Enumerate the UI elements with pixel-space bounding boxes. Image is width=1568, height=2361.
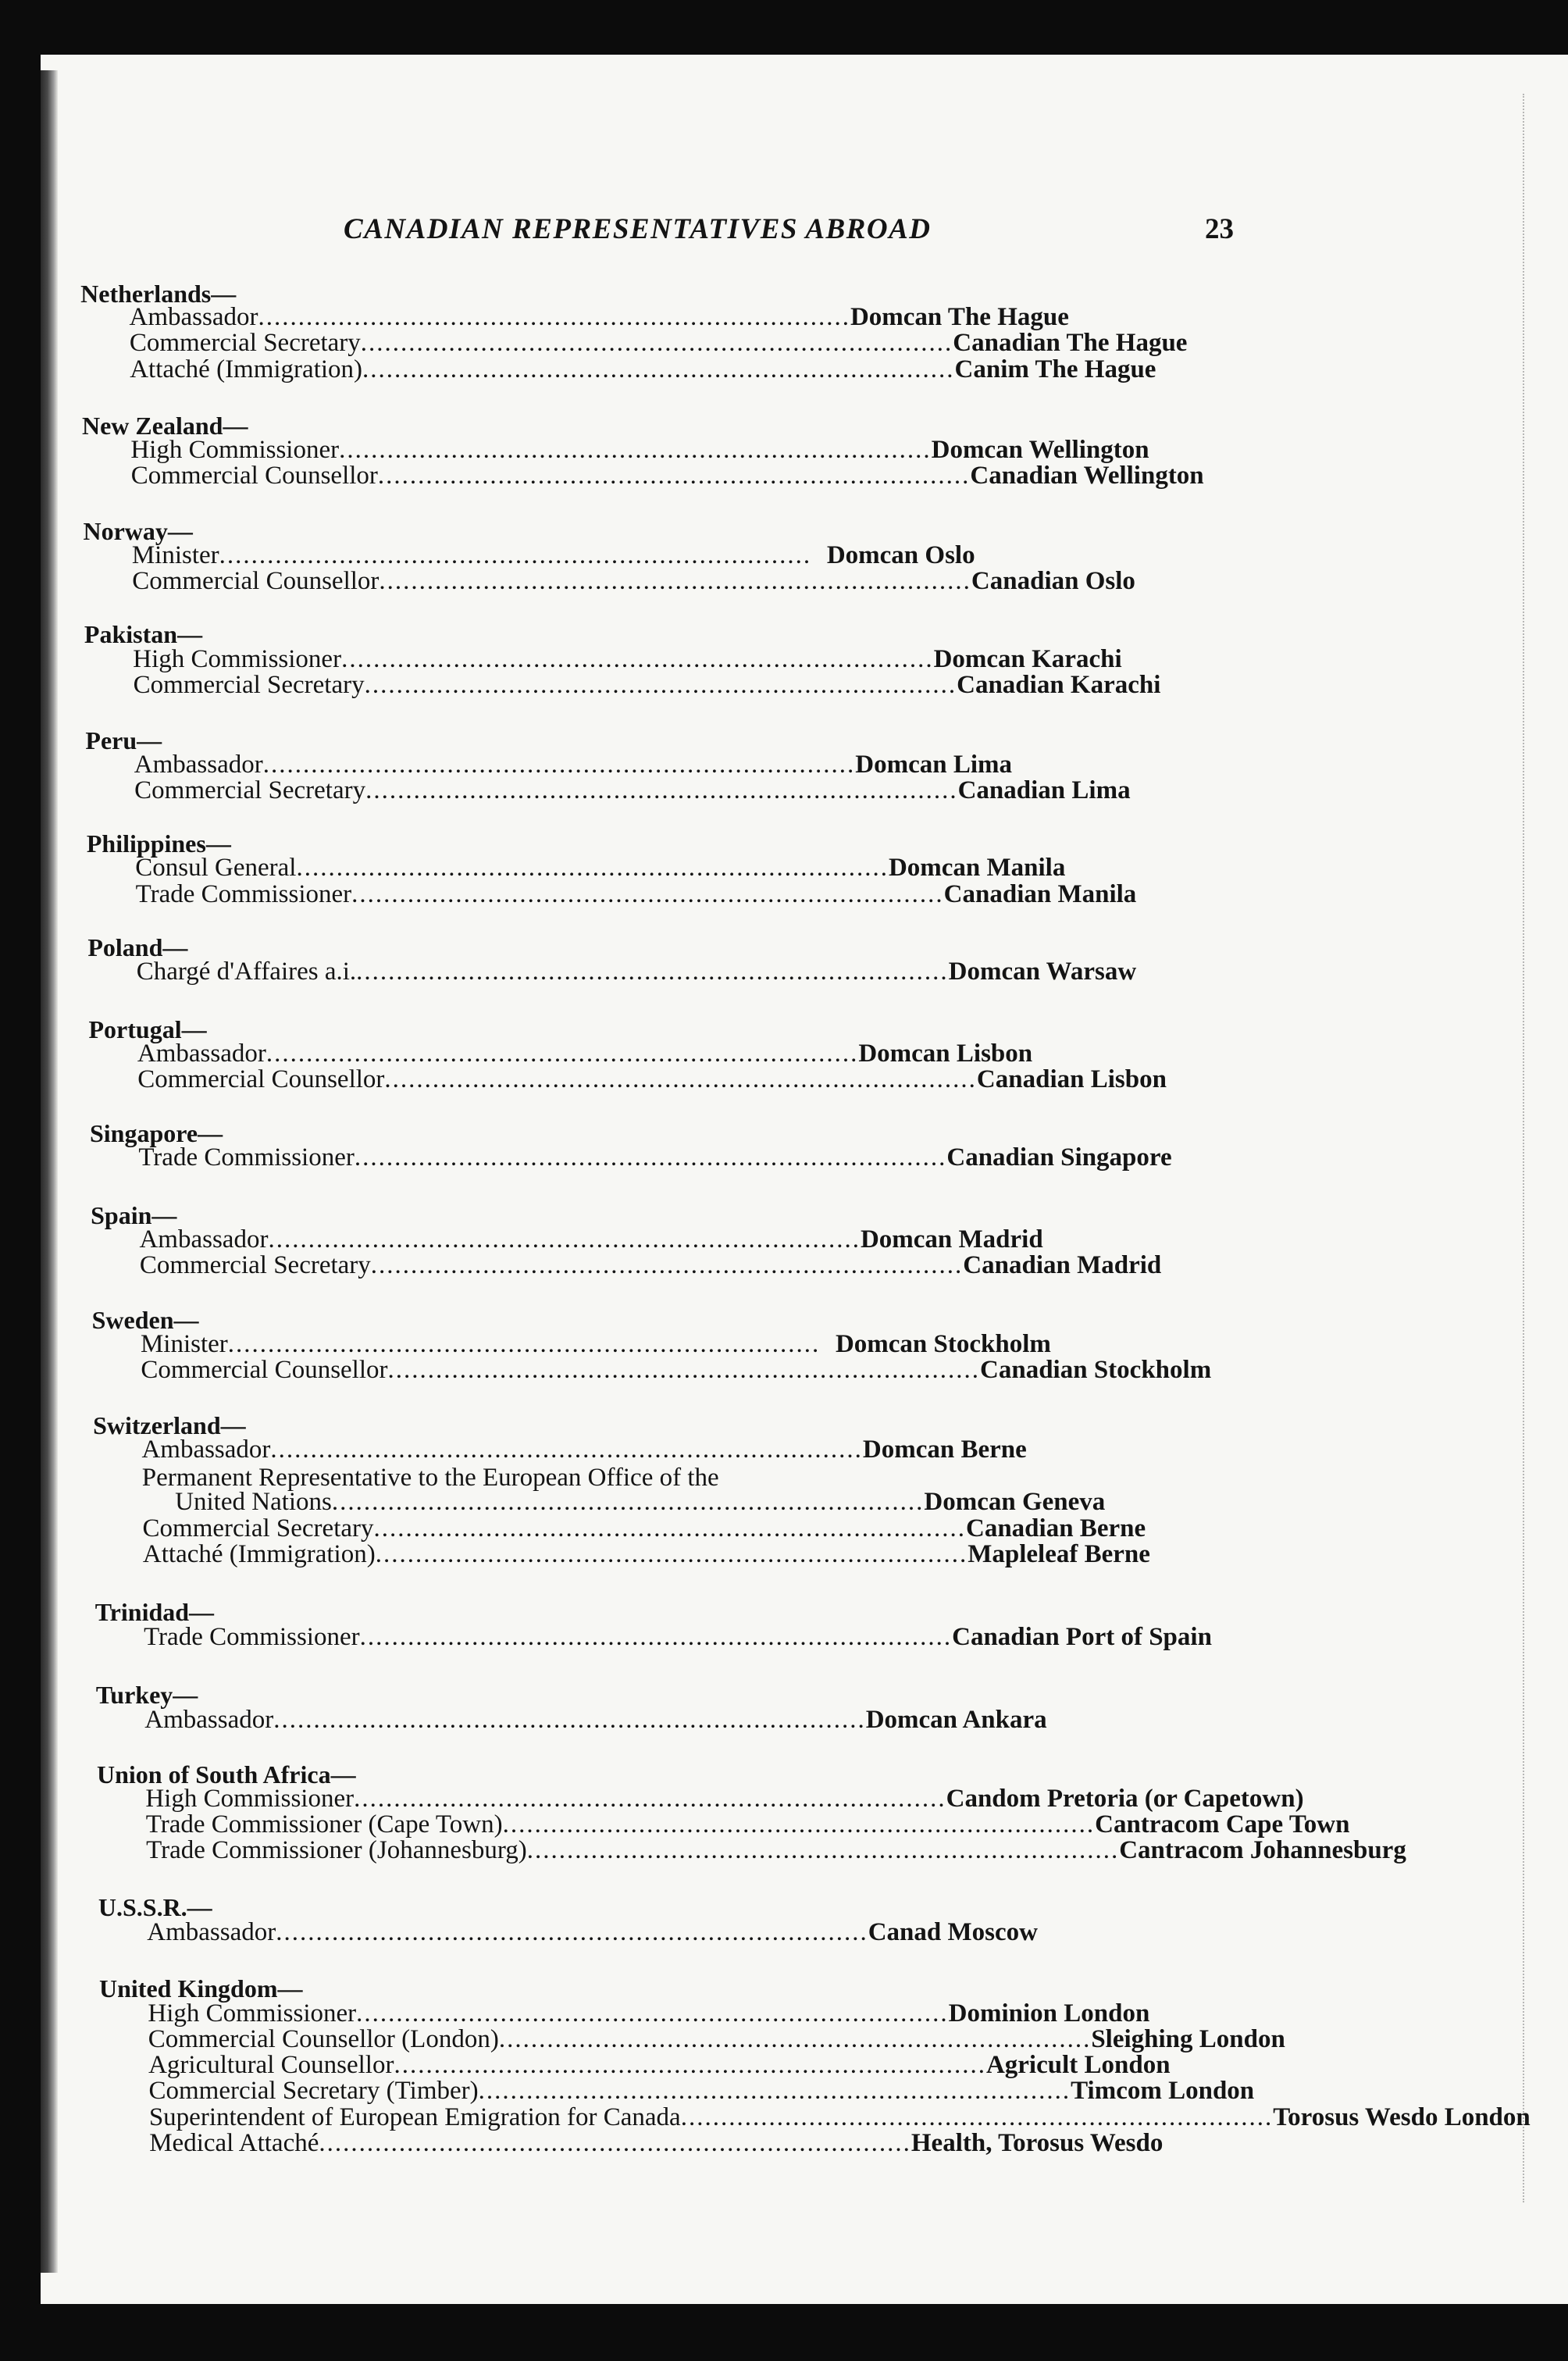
role-label: Ambassador — [139, 1225, 269, 1254]
dot-leader: .......................................................................... — [270, 1436, 863, 1464]
telegraphic-address: Canadian Wellington — [970, 462, 1204, 490]
directory-entry — [130, 330, 1262, 356]
dot-leader: .......................................................................... — [258, 303, 850, 331]
telegraphic-address: Canadian Lisbon — [976, 1065, 1167, 1093]
country-heading: Pakistan— — [84, 620, 203, 648]
country-heading: Sweden— — [91, 1306, 199, 1334]
dot-leader: .......................................................................... — [526, 1836, 1120, 1864]
directory-entry — [132, 569, 1264, 594]
dot-leader: .......................................................................... — [360, 329, 953, 357]
directory-entry — [137, 1067, 1270, 1093]
role-label: Commercial Secretary — [133, 671, 365, 699]
role-label: Commercial Counsellor (London) — [148, 2025, 499, 2053]
country-heading: Philippines— — [86, 829, 231, 858]
telegraphic-address: Canadian Stockholm — [980, 1356, 1212, 1384]
role-label: Trade Commissioner (Cape Town) — [145, 1810, 503, 1839]
telegraphic-address: Canadian Port of Spain — [952, 1623, 1212, 1651]
role-label: High Commissioner — [145, 1785, 355, 1813]
directory-entry — [129, 305, 1261, 330]
role-label: Commercial Secretary — [134, 776, 366, 804]
directory-entry — [137, 959, 1269, 985]
dot-leader: .......................................................................... — [319, 2129, 911, 2157]
dot-leader: .......................................................................... — [498, 2025, 1092, 2053]
dot-leader: .......................................................................... — [227, 1330, 821, 1358]
directory-entry — [135, 855, 1267, 881]
telegraphic-address: Mapleleaf Berne — [968, 1540, 1150, 1568]
dot-leader: .......................................................................... — [351, 880, 944, 908]
dot-leader: .......................................................................... — [394, 2051, 986, 2079]
role-label: Commercial Secretary — [142, 1514, 374, 1542]
role-label: Commercial Counsellor — [137, 1065, 385, 1093]
directory-entry — [144, 1707, 1277, 1733]
role-label: Consul General — [135, 854, 297, 882]
directory-entry — [134, 752, 1267, 778]
scanned-page — [41, 55, 1568, 2304]
directory-entry — [130, 357, 1262, 383]
directory-entry — [148, 2025, 1285, 2053]
country-heading: United Kingdom— — [99, 1974, 303, 2003]
directory-entry — [134, 672, 1266, 698]
telegraphic-address: Domcan Stockholm — [835, 1330, 1051, 1358]
telegraphic-address: Canadian Singapore — [946, 1143, 1172, 1172]
role-line: Permanent Representative to the European Office of the — [141, 1464, 719, 1492]
page-edge-specks — [1523, 94, 1529, 2202]
role-label: Trade Commissioner (Johannesburg) — [146, 1836, 527, 1864]
role-label: Superintendent of European Emigration for Canada — [148, 2103, 681, 2131]
role-label: Agricultural Counsellor — [148, 2051, 394, 2079]
dot-leader: .......................................................................... — [387, 1356, 981, 1384]
dot-leader: .......................................................................... — [219, 541, 812, 569]
dot-leader: .......................................................................... — [359, 1623, 953, 1651]
telegraphic-address: Canadian The Hague — [953, 329, 1188, 357]
role-label: Medical Attaché — [149, 2129, 319, 2157]
dot-leader: .......................................................................... — [377, 462, 971, 490]
directory-entry — [136, 882, 1268, 908]
role-label: Trade Commissioner — [138, 1143, 355, 1172]
directory-entry — [147, 1920, 1279, 1946]
country-heading: New Zealand— — [81, 412, 248, 440]
page-title: CANADIAN REPRESENTATIVES ABROAD — [344, 213, 932, 245]
country-heading: Turkey— — [95, 1681, 198, 1709]
dot-leader: .......................................................................... — [680, 2103, 1274, 2131]
role-label: Commercial Secretary (Timber) — [148, 2077, 479, 2105]
role-label: Minister — [131, 541, 219, 569]
dot-leader: .......................................................................... — [478, 2077, 1071, 2105]
telegraphic-address: Domcan Madrid — [860, 1225, 1043, 1254]
directory-entry — [133, 647, 1265, 672]
dot-leader: .......................................................................... — [356, 1999, 949, 2028]
directory-entry — [132, 543, 1264, 569]
telegraphic-address: Domcan Lima — [855, 751, 1012, 779]
dot-leader: .......................................................................... — [276, 1918, 868, 1946]
role-label: Ambassador — [141, 1436, 271, 1464]
country-heading: U.S.S.R.— — [98, 1893, 212, 1921]
telegraphic-address: Domcan The Hague — [850, 303, 1069, 331]
directory-entry — [175, 1489, 1274, 1515]
directory-entry — [148, 2001, 1280, 2027]
dot-leader: .......................................................................... — [265, 1040, 859, 1068]
role-label: Attaché (Immigration) — [142, 1540, 376, 1568]
directory-entry — [143, 1516, 1275, 1542]
telegraphic-address: Dominion London — [948, 1999, 1150, 2028]
dot-leader: .......................................................................... — [354, 1785, 946, 1813]
directory-entry — [141, 1332, 1273, 1357]
dot-leader: .......................................................................... — [362, 355, 955, 383]
directory-entry — [141, 1437, 1274, 1463]
directory-entry — [148, 2103, 1531, 2131]
role-label: Attaché (Immigration) — [130, 355, 363, 383]
role-label: Minister — [140, 1330, 228, 1358]
telegraphic-address: Canadian Manila — [943, 880, 1137, 908]
telegraphic-address: Canadian Oslo — [971, 567, 1135, 595]
country-heading: Netherlands— — [80, 280, 237, 308]
dot-leader: .......................................................................... — [354, 1143, 947, 1172]
country-heading: Singapore— — [89, 1119, 223, 1147]
dot-leader: .......................................................................... — [364, 671, 957, 699]
directory-entry — [144, 1625, 1276, 1650]
role-label: United Nations — [175, 1488, 332, 1516]
telegraphic-address: Canim The Hague — [954, 355, 1156, 383]
country-heading: Union of South Africa— — [96, 1760, 356, 1789]
telegraphic-address: Domcan Ankara — [865, 1706, 1047, 1734]
dot-leader: .......................................................................... — [356, 958, 949, 986]
dot-leader: .......................................................................... — [375, 1540, 968, 1568]
role-label: Ambassador — [137, 1040, 266, 1068]
directory-entry — [140, 1253, 1272, 1279]
telegraphic-address: Agricult London — [985, 2051, 1171, 2079]
directory-entry — [145, 1785, 1304, 1813]
dot-leader: .......................................................................... — [502, 1810, 1096, 1839]
dot-leader: .......................................................................... — [365, 776, 958, 804]
dot-leader: .......................................................................... — [379, 567, 971, 595]
directory-entry — [148, 2053, 1281, 2078]
telegraphic-address: Domcan Manila — [888, 854, 1066, 882]
role-label: Commercial Counsellor — [132, 567, 380, 595]
telegraphic-address: Domcan Karachi — [933, 645, 1122, 673]
country-heading: Norway— — [83, 517, 193, 545]
role-label: Ambassador — [144, 1706, 274, 1734]
telegraphic-address: Domcan Wellington — [931, 436, 1149, 464]
telegraphic-address: Sleighing London — [1091, 2025, 1285, 2053]
role-label: High Commissioner — [148, 1999, 357, 2028]
telegraphic-address: Domcan Oslo — [826, 541, 975, 569]
telegraphic-address: Canad Moscow — [868, 1918, 1038, 1946]
dot-leader: .......................................................................... — [296, 854, 889, 882]
country-heading: Peru— — [85, 726, 162, 754]
dot-leader: .......................................................................... — [331, 1488, 925, 1516]
dot-leader: .......................................................................... — [262, 751, 856, 779]
dot-leader: .......................................................................... — [384, 1065, 977, 1093]
directory-entry — [145, 1810, 1350, 1839]
telegraphic-address: Domcan Geneva — [924, 1488, 1106, 1516]
role-label: Commercial Secretary — [129, 329, 361, 357]
country-heading: Switzerland— — [93, 1411, 246, 1439]
telegraphic-address: Domcan Warsaw — [948, 958, 1137, 986]
country-heading: Poland— — [87, 933, 188, 961]
role-label: High Commissioner — [130, 436, 340, 464]
directory-entry — [141, 1357, 1273, 1383]
telegraphic-address: Cantracom Cape Town — [1095, 1810, 1350, 1839]
telegraphic-address: Domcan Berne — [862, 1436, 1027, 1464]
directory-entry — [137, 1041, 1270, 1067]
directory-entry — [131, 463, 1263, 489]
dot-leader: .......................................................................... — [373, 1514, 966, 1542]
country-heading: Portugal— — [88, 1015, 207, 1043]
role-label: Ambassador — [147, 1918, 276, 1946]
directory-entry — [139, 1227, 1271, 1253]
role-label: Commercial Secretary — [139, 1251, 371, 1279]
role-label: Trade Commissioner — [144, 1623, 360, 1651]
role-label: Chargé d'Affaires a.i. — [136, 958, 357, 986]
dot-leader: .......................................................................... — [370, 1251, 964, 1279]
telegraphic-address: Torosus Wesdo London — [1273, 2103, 1531, 2131]
country-heading: Trinidad— — [94, 1598, 215, 1626]
telegraphic-address: Canadian Lima — [957, 776, 1131, 804]
role-label: Trade Commissioner — [135, 880, 352, 908]
country-heading: Spain— — [91, 1201, 177, 1229]
directory-entry — [146, 1836, 1406, 1864]
directory-entry — [148, 2078, 1281, 2104]
role-label: Ambassador — [129, 303, 258, 331]
role-label: Ambassador — [134, 751, 263, 779]
directory-entry — [130, 437, 1263, 463]
telegraphic-address: Canadian Karachi — [957, 671, 1161, 699]
directory-entry — [134, 778, 1267, 804]
page-number: 23 — [1205, 213, 1234, 245]
telegraphic-address: Candom Pretoria (or Capetown) — [946, 1785, 1304, 1813]
dot-leader: .......................................................................... — [341, 645, 934, 673]
page-binding-edge — [41, 70, 58, 2273]
role-label: Commercial Counsellor — [141, 1356, 388, 1384]
role-label: Commercial Counsellor — [130, 462, 378, 490]
telegraphic-address: Cantracom Johannesburg — [1119, 1836, 1406, 1864]
directory-entry — [138, 1145, 1270, 1171]
telegraphic-address: Canadian Berne — [966, 1514, 1146, 1542]
telegraphic-address: Health, Torosus Wesdo — [911, 2129, 1164, 2157]
directory-entry — [143, 1542, 1275, 1567]
telegraphic-address: Domcan Lisbon — [858, 1040, 1033, 1068]
directory-entry — [149, 2131, 1281, 2156]
telegraphic-address: Canadian Madrid — [963, 1251, 1162, 1279]
dot-leader: .......................................................................... — [268, 1225, 861, 1254]
dot-leader: .......................................................................... — [339, 436, 932, 464]
dot-leader: .......................................................................... — [273, 1706, 866, 1734]
role-label: High Commissioner — [133, 645, 342, 673]
telegraphic-address: Timcom London — [1071, 2077, 1255, 2105]
